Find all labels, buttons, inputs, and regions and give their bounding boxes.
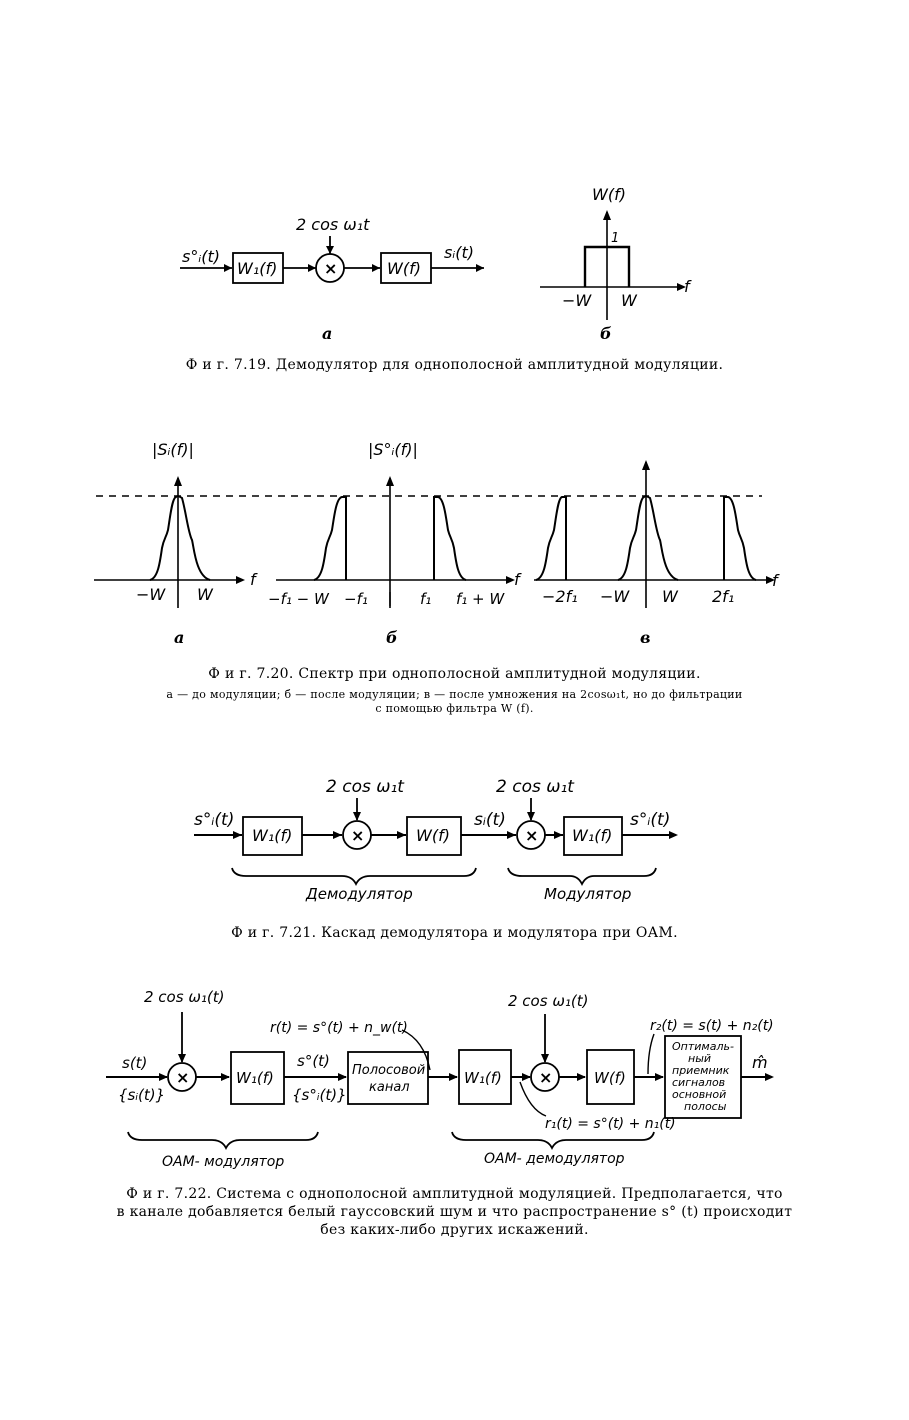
fig20-a-spectrum: [150, 496, 210, 580]
fig22-channel-label-2: канал: [369, 1080, 410, 1095]
fig19-block-w1-label: W₁(f): [237, 259, 278, 278]
fig20-b-tick-3: f₁ + W: [456, 590, 505, 608]
fig20-c-baseband: [618, 496, 678, 580]
fig21-brace-mod: [508, 868, 656, 884]
fig21-carrier-2: 2 cos ω₁t: [496, 777, 574, 797]
fig20-c-tick-3: 2f₁: [712, 587, 735, 606]
figure-7-22-ssb-system: [0, 980, 909, 1180]
fig21-caption: Ф и г. 7.21. Каскад демодулятора и модулятора при ОАМ.: [231, 925, 678, 941]
fig19-b-ylabel: W(f): [592, 185, 626, 204]
fig22-receiver-line-1: ный: [688, 1052, 712, 1065]
fig20-b-tick-0: −f₁ − W: [268, 590, 329, 608]
fig22-receiver-line-2: приемник: [672, 1064, 730, 1077]
fig21-block-w1-b-label: W₁(f): [572, 826, 613, 845]
fig19-sub-a: а: [322, 324, 333, 343]
fig20-a-ylabel: |Sᵢ(f)|: [152, 440, 194, 459]
fig20-sub-a: а: [174, 628, 185, 647]
fig20-c-xlabel: f: [772, 571, 778, 590]
fig20-b-xlabel: f: [514, 570, 520, 589]
fig22-output-label: m̂: [752, 1053, 768, 1072]
fig19-b-level: 1: [611, 231, 620, 246]
fig21-mixer-1-symbol: ×: [351, 826, 365, 845]
fig22-input-set: {sᵢ(t)}: [118, 1086, 166, 1104]
fig19-sub-b: б: [600, 324, 612, 343]
fig22-receiver-line-0: Оптималь-: [672, 1040, 734, 1053]
fig21-brace-demod: [232, 868, 476, 884]
fig21-block-w1-a-label: W₁(f): [252, 826, 293, 845]
fig22-r-label: r(t) = s°(t) + n_w(t): [270, 1020, 408, 1036]
fig21-mid-label: sᵢ(t): [474, 810, 506, 830]
fig20-sub-b: б: [386, 628, 398, 647]
fig22-receiver-line-3: сигналов: [672, 1076, 726, 1089]
fig20-c-tick-0: −2f₁: [542, 587, 578, 606]
fig20-a-xlabel: f: [250, 570, 256, 589]
fig20-sub-c: в: [640, 628, 651, 647]
fig19-output-label: sᵢ(t): [444, 243, 474, 262]
fig22-brace-mod-label: ОАМ- модулятор: [162, 1154, 285, 1170]
fig20-a-tick-1: W: [197, 585, 213, 604]
figure-7-19-diagrams: [0, 0, 909, 350]
fig22-block-w1-mod-label: W₁(f): [236, 1069, 274, 1087]
fig20-c-right-sideband: [724, 497, 756, 580]
fig19-b-neg-tick: −W: [562, 291, 592, 310]
figure-7-20-spectra: [0, 420, 909, 630]
fig22-brace-demod-label: ОАМ- демодулятор: [484, 1151, 625, 1167]
fig20-b-tick-1: −f₁: [344, 590, 368, 608]
fig22-receiver-line-5: полосы: [684, 1100, 727, 1113]
fig19-b-xlabel: f: [684, 277, 690, 296]
fig22-mod-out-set: {s°ᵢ(t)}: [292, 1086, 347, 1104]
fig22-carrier-2: 2 cos ω₁(t): [508, 992, 589, 1010]
fig21-block-w-label: W(f): [416, 826, 450, 845]
fig20-b-pos-sideband: [434, 497, 466, 580]
fig21-output-label: s°ᵢ(t): [630, 810, 671, 830]
fig22-block-w1-demod-label: W₁(f): [464, 1069, 502, 1087]
fig22-caption-line2: в канале добавляется белый гауссовский шум и что распространение s° (t) происходит: [116, 1204, 793, 1220]
fig22-r2-label: r₂(t) = s(t) + n₂(t): [650, 1018, 774, 1034]
fig19-input-label: s°ᵢ(t): [182, 247, 220, 266]
fig21-brace-mod-label: Модулятор: [544, 885, 632, 903]
fig21-brace-demod-label: Демодулятор: [306, 885, 413, 903]
fig22-r1-pointer: [520, 1082, 546, 1116]
fig22-caption-line1: Ф и г. 7.22. Система с однополосной амплитудной модуляцией. Предполагается, что: [126, 1186, 783, 1202]
fig20-c-tick-1: −W: [600, 587, 630, 606]
fig22-input-label: s(t): [122, 1054, 148, 1072]
fig20-note-line1: а — до модуляции; б — после модуляции; в — после умножения на 2cosω₁t, но до фильтрации: [166, 688, 743, 701]
fig19-carrier-label: 2 cos ω₁t: [296, 215, 370, 234]
fig22-r2-pointer: [648, 1034, 654, 1074]
fig20-b-tick-2: f₁: [420, 590, 432, 608]
fig20-c-left-sideband: [536, 497, 566, 580]
fig22-channel-label-1: Полосовой: [352, 1063, 426, 1078]
fig22-brace-mod: [128, 1132, 318, 1148]
fig22-r1-label: r₁(t) = s°(t) + n₁(t): [545, 1116, 676, 1132]
fig22-brace-demod: [452, 1132, 654, 1148]
fig22-caption-line3: без каких-либо других искажений.: [320, 1222, 589, 1238]
fig21-carrier-1: 2 cos ω₁t: [326, 777, 404, 797]
fig22-block-w-label: W(f): [594, 1069, 626, 1087]
fig22-mixer-1-symbol: ×: [176, 1068, 190, 1087]
figure-7-21-cascade: [0, 760, 909, 920]
fig19-caption: Ф и г. 7.19. Демодулятор для однополосной амплитудной модуляции.: [185, 357, 724, 373]
fig20-note-line2: с помощью фильтра W (f).: [375, 702, 534, 715]
fig20-a-tick-0: −W: [136, 585, 166, 604]
fig20-b-neg-sideband: [314, 497, 346, 580]
fig21-input-label: s°ᵢ(t): [194, 810, 235, 830]
fig22-mixer-2-symbol: ×: [539, 1068, 553, 1087]
fig22-mod-out: s°(t): [297, 1052, 330, 1070]
fig22-channel-block: [348, 1052, 428, 1104]
fig20-b-ylabel: |S°ᵢ(f)|: [368, 440, 418, 459]
fig19-block-w-label: W(f): [387, 259, 421, 278]
fig22-receiver-line-4: основной: [672, 1088, 727, 1101]
fig20-c-tick-2: W: [662, 587, 678, 606]
fig21-mixer-2-symbol: ×: [525, 826, 539, 845]
fig20-caption: Ф и г. 7.20. Спектр при однополосной амплитудной модуляции.: [208, 666, 701, 682]
fig19-mixer-symbol: ×: [324, 259, 338, 278]
fig19-b-pos-tick: W: [621, 291, 637, 310]
fig22-carrier-1: 2 cos ω₁(t): [144, 988, 225, 1006]
